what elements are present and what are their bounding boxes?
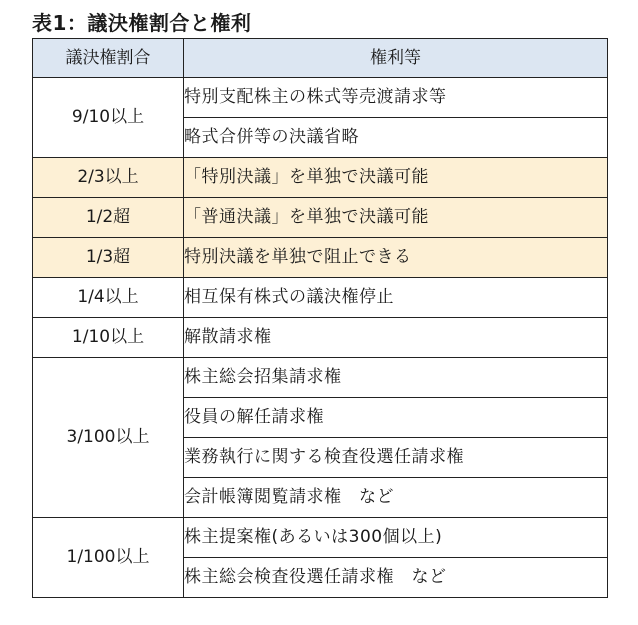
ratio-cell: 1/10以上 — [33, 318, 184, 358]
header-rights: 権利等 — [184, 39, 608, 78]
ratio-cell: 1/3超 — [33, 238, 184, 278]
ratio-cell: 3/100以上 — [33, 358, 184, 518]
header-row — [33, 39, 608, 78]
ratio-cell: 2/3以上 — [33, 158, 184, 198]
ratio-cell: 9/10以上 — [33, 78, 184, 158]
table-row-highlight — [33, 158, 608, 198]
right-cell: 株主総会検査役選任請求権 など — [184, 558, 608, 598]
ratio-cell: 1/2超 — [33, 198, 184, 238]
right-cell: 相互保有株式の議決権停止 — [184, 278, 608, 318]
table-row — [33, 278, 608, 318]
right-cell: 「特別決議」を単独で決議可能 — [184, 158, 608, 198]
table-row — [33, 518, 608, 558]
right-cell: 「普通決議」を単独で決議可能 — [184, 198, 608, 238]
right-cell: 役員の解任請求権 — [184, 398, 608, 438]
table-row — [33, 318, 608, 358]
table-title: 表1：議決権割合と権利 — [32, 11, 252, 35]
table-header — [33, 39, 608, 78]
table-body — [33, 78, 608, 598]
right-cell: 株主総会招集請求権 — [184, 358, 608, 398]
table-row-highlight — [33, 238, 608, 278]
ratio-cell: 1/4以上 — [33, 278, 184, 318]
header-voting-ratio: 議決権割合 — [33, 39, 184, 78]
table-row — [33, 358, 608, 398]
right-cell: 略式合併等の決議省略 — [184, 118, 608, 158]
table-row-highlight — [33, 198, 608, 238]
right-cell: 会計帳簿閲覧請求権 など — [184, 478, 608, 518]
right-cell: 株主提案権(あるいは300個以上) — [184, 518, 608, 558]
right-cell: 業務執行に関する検査役選任請求権 — [184, 438, 608, 478]
right-cell: 特別決議を単独で阻止できる — [184, 238, 608, 278]
ratio-cell: 1/100以上 — [33, 518, 184, 598]
table-row — [33, 78, 608, 118]
right-cell: 解散請求権 — [184, 318, 608, 358]
right-cell: 特別支配株主の株式等売渡請求等 — [184, 78, 608, 118]
voting-rights-table — [32, 38, 608, 598]
